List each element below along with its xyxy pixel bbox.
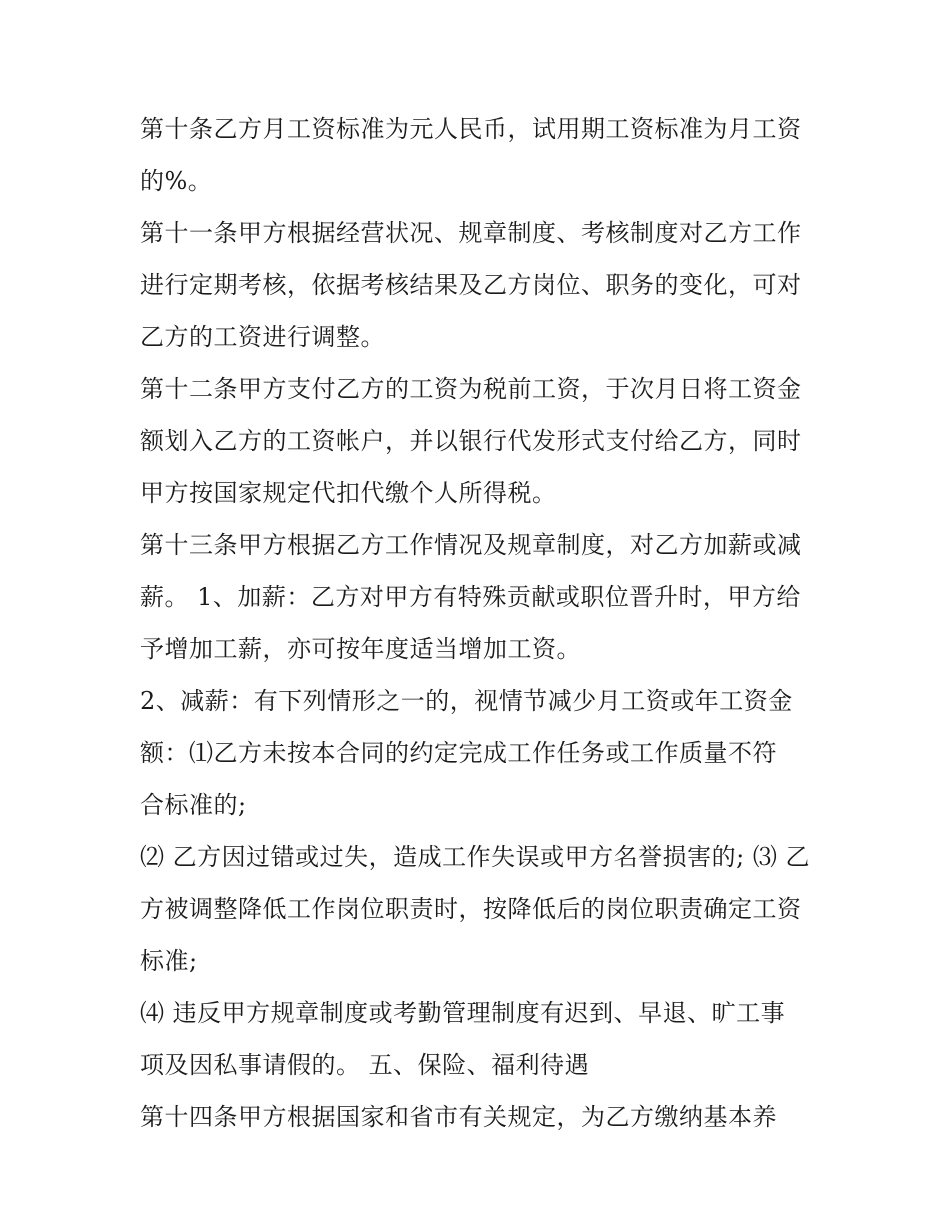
- text-line: 第十条乙方月工资标准为元人民币，试用期工资标准为月工资: [140, 115, 802, 143]
- text-line: 甲方按国家规定代扣代缴个人所得税。: [140, 479, 557, 507]
- text-line: 薪。 1、加薪：乙方对甲方有特殊贡献或职位晋升时，甲方给: [140, 583, 801, 611]
- text-line: 标准;: [140, 947, 198, 975]
- text-line: 第十二条甲方支付乙方的工资为税前工资，于次月日将工资金: [140, 375, 802, 403]
- text-line: 乙方的工资进行调整。: [140, 323, 385, 351]
- text-line: ⑵ 乙方因过错或过失，造成工作失误或甲方名誉损害的; ⑶ 乙: [140, 843, 810, 871]
- text-line: 2、减薪：有下列情形之一的，视情节减少月工资或年工资金: [140, 687, 793, 715]
- text-line: 第十三条甲方根据乙方工作情况及规章制度，对乙方加薪或减: [140, 531, 802, 559]
- text-line: 予增加工薪，亦可按年度适当增加工资。: [140, 635, 581, 663]
- text-line: 第十四条甲方根据国家和省市有关规定，为乙方缴纳基本养: [140, 1103, 777, 1131]
- text-line: 项及因私事请假的。 五、保险、福利待遇: [140, 1051, 590, 1079]
- text-line: 方被调整降低工作岗位职责时，按降低后的岗位职责确定工资: [140, 895, 802, 923]
- text-line: 第十一条甲方根据经营状况、规章制度、考核制度对乙方工作: [140, 219, 802, 247]
- text-line: 进行定期考核，依据考核结果及乙方岗位、职务的变化，可对: [140, 271, 802, 299]
- text-line: ⑷ 违反甲方规章制度或考勤管理制度有迟到、早退、旷工事: [140, 999, 786, 1027]
- text-line: 合标准的;: [140, 791, 247, 819]
- text-line: 的%。: [140, 167, 213, 195]
- text-line: 额：⑴乙方未按本合同的约定完成工作任务或工作质量不符: [140, 739, 777, 767]
- text-line: 额划入乙方的工资帐户，并以银行代发形式支付给乙方，同时: [140, 427, 802, 455]
